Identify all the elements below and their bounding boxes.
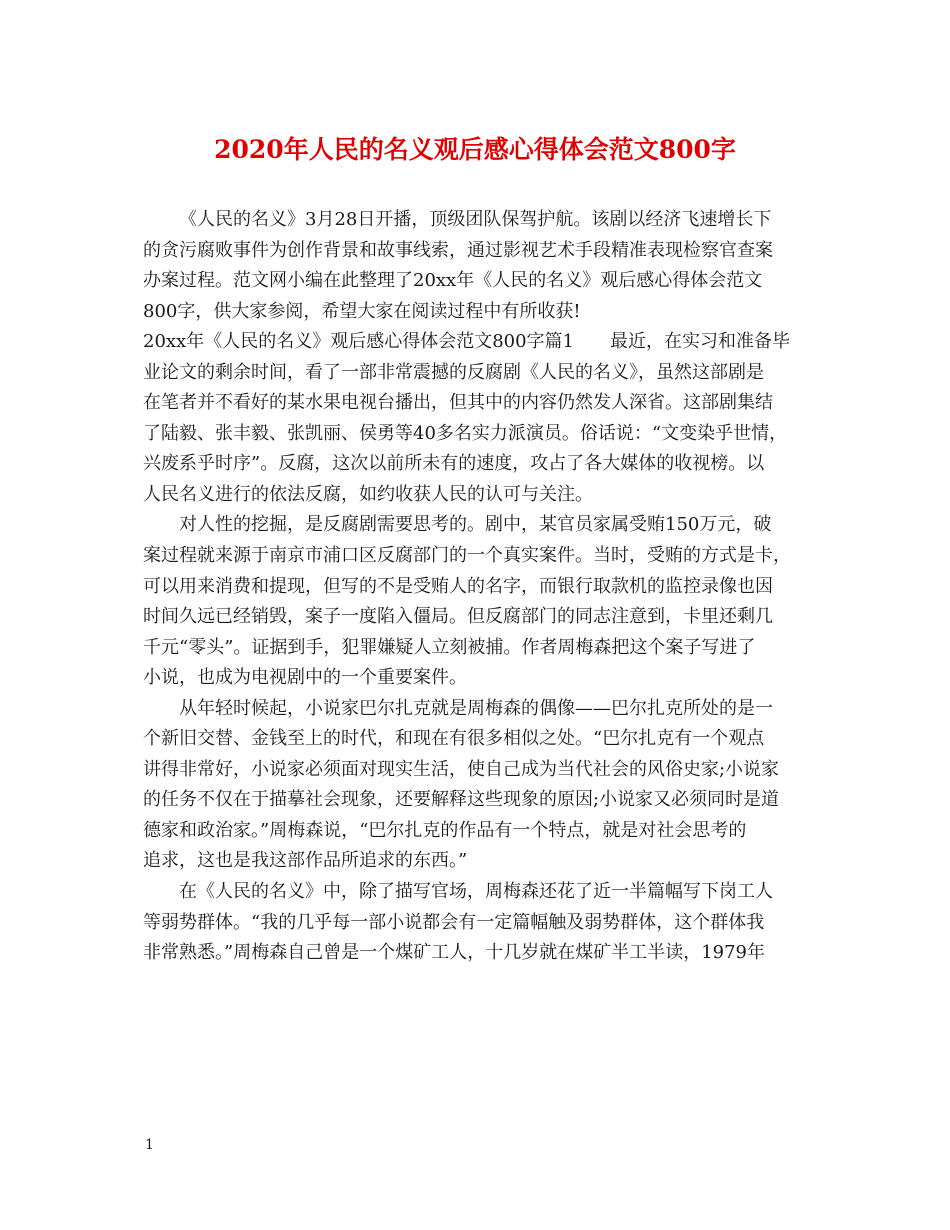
body-text-line: 了陆毅、张丰毅、张凯丽、侯勇等40多名实力派演员。俗话说：“文变染乎世情， — [143, 422, 788, 444]
body-text-line: 千元“零头”。证据到手，犯罪嫌疑人立刻被捕。作者周梅森把这个案子写进了 — [143, 636, 756, 658]
body-text-line: 时间久远已经销毁，案子一度陷入僵局。但反腐部门的同志注意到，卡里还剩几 — [143, 606, 773, 628]
body-text-line: 从年轻时候起，小说家巴尔扎克就是周梅森的偶像——巴尔扎克所处的是一 — [179, 697, 773, 719]
body-text-line: 在《人民的名义》中，除了描写官场，周梅森还花了近一半篇幅写下岗工人 — [179, 881, 773, 903]
body-text-line: 等弱势群体。“我的几乎每一部小说都会有一定篇幅触及弱势群体，这个群体我 — [143, 911, 765, 933]
body-text-line: 的任务不仅在于描摹社会现象，还要解释这些现象的原因;小说家又必须同时是道 — [143, 789, 780, 811]
document-title: 2020年人民的名义观后感心得体会范文800字 — [214, 135, 736, 164]
body-text-line: 兴废系乎时序”。反腐，这次以前所未有的速度，攻占了各大媒体的收视榜。以 — [143, 453, 765, 475]
page-number: 1 — [145, 1137, 154, 1153]
body-text-line: 《人民的名义》3月28日开播，顶级团队保驾护航。该剧以经济飞速增长下 — [179, 209, 772, 230]
body-text-line: 小说，也成为电视剧中的一个重要案件。 — [143, 667, 467, 689]
body-text-line: 800字，供大家参阅，希望大家在阅读过程中有所收获! — [143, 300, 581, 322]
body-text-line: 人民名义进行的依法反腐，如约收获人民的认可与关注。 — [143, 483, 593, 505]
body-text-line: 追求，这也是我这部作品所追求的东西。” — [143, 850, 468, 872]
body-text-line: 讲得非常好，小说家必须面对现实生活，使自己成为当代社会的风俗史家;小说家 — [143, 758, 780, 780]
body-text-line: 对人性的挖掘，是反腐剧需要思考的。剧中，某官员家属受贿150万元，破 — [179, 514, 772, 536]
body-text-line: 德家和政治家。”周梅森说，“巴尔扎克的作品有一个特点，就是对社会思考的 — [143, 819, 747, 841]
body-text-line: 办案过程。范文网小编在此整理了20xx年《人民的名义》观后感心得体会范文 — [143, 270, 763, 292]
body-text-line: 案过程就来源于南京市浦口区反腐部门的一个真实案件。当时，受贿的方式是卡， — [143, 545, 791, 567]
body-text-line: 20xx年《人民的名义》观后感心得体会范文800字篇1 最近，在实习和准备毕 — [143, 331, 791, 353]
body-text-line: 个新旧交替、金钱至上的时代，和现在有很多相似之处。“巴尔扎克有一个观点 — [143, 728, 765, 750]
body-text-line: 业论文的剩余时间，看了一部非常震撼的反腐剧《人民的名义》，虽然这部剧是 — [143, 361, 764, 383]
body-text-line: 的贪污腐败事件为创作背景和故事线索，通过影视艺术手段精准表现检察官查案 — [143, 239, 773, 261]
body-text-line: 非常熟悉。”周梅森自己曾是一个煤矿工人，十几岁就在煤矿半工半读，1979年 — [143, 942, 766, 964]
body-text-line: 在笔者并不看好的某水果电视台播出，但其中的内容仍然发人深省。这部剧集结 — [143, 392, 773, 414]
body-text-line: 可以用来消费和提现，但写的不是受贿人的名字，而银行取款机的监控录像也因 — [143, 575, 773, 597]
document-body — [143, 205, 813, 969]
